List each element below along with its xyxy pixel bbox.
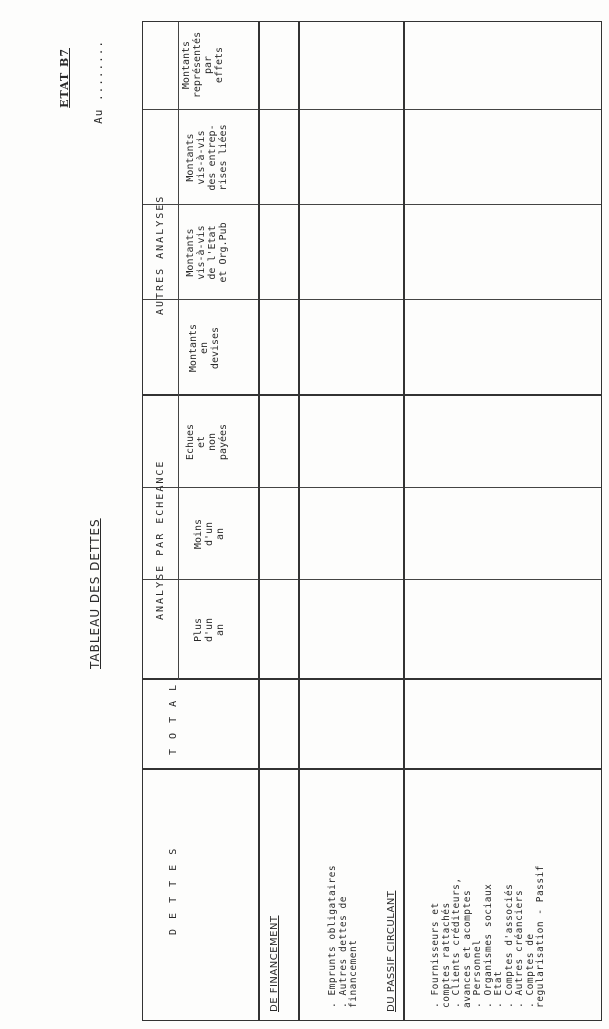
- list-item: financement: [348, 939, 359, 1008]
- col-devises: Montants en devises: [188, 323, 221, 373]
- col-header-analyse-echeance: ANALYSE PAR ECHEANCE: [155, 459, 166, 620]
- list-item: . Autres dettes de: [337, 896, 349, 1008]
- section-financement-title: DE FINANCEMENT: [269, 915, 280, 1012]
- list-item: . Personnel: [472, 939, 483, 1008]
- col-echues: Echues et non payées: [185, 423, 229, 461]
- col-plus-un-an: Plus d'un an: [193, 617, 226, 643]
- col-header-dettes: D E T T E S: [168, 846, 179, 935]
- row-divider: [298, 22, 300, 1020]
- col-divider: [143, 768, 601, 770]
- row-divider: [403, 22, 405, 1020]
- list-item: avances et acomptes: [461, 889, 473, 1008]
- debts-table: [142, 21, 602, 1021]
- list-item: . Autres créanciers: [514, 889, 525, 1008]
- page-title: TABLEAU DES DETTES: [88, 518, 102, 669]
- financement-list: [328, 865, 360, 1008]
- list-item: . Fournisseurs et: [430, 902, 441, 1008]
- list-item: . Etat: [493, 970, 504, 1008]
- list-item: . Organismes sociaux: [482, 883, 494, 1008]
- list-item: . Clients créditeurs,: [451, 877, 462, 1008]
- col-etat: Montants vis-à-vis de l'Etat et Org.Pub: [185, 222, 229, 283]
- col-entreprises: Montants vis-à-vis des entrep- rises liées: [185, 124, 229, 191]
- header-rule: [178, 22, 179, 680]
- date-label: Au ........: [92, 40, 105, 124]
- col-header-autres-analyses: AUTRES ANALYSES: [155, 194, 166, 315]
- list-item: . Comptes de: [524, 933, 536, 1008]
- list-item: . Emprunts obligataires: [327, 864, 338, 1008]
- list-item: regularisation - Passif: [535, 864, 546, 1008]
- list-item: . Comptes d'associés: [503, 883, 515, 1008]
- col-effets: Montants représentés par effets: [181, 31, 225, 99]
- list-item: comptes rattachés: [440, 902, 452, 1008]
- state-label: ETAT B7: [58, 48, 71, 108]
- row-divider: [258, 22, 260, 1020]
- section-passif-title: DU PASSIF CIRCULANT: [386, 890, 397, 1012]
- col-header-total: T O T A L: [168, 682, 179, 755]
- passif-list: [431, 865, 547, 1008]
- col-moins-un-an: Moins d'un an: [193, 518, 226, 550]
